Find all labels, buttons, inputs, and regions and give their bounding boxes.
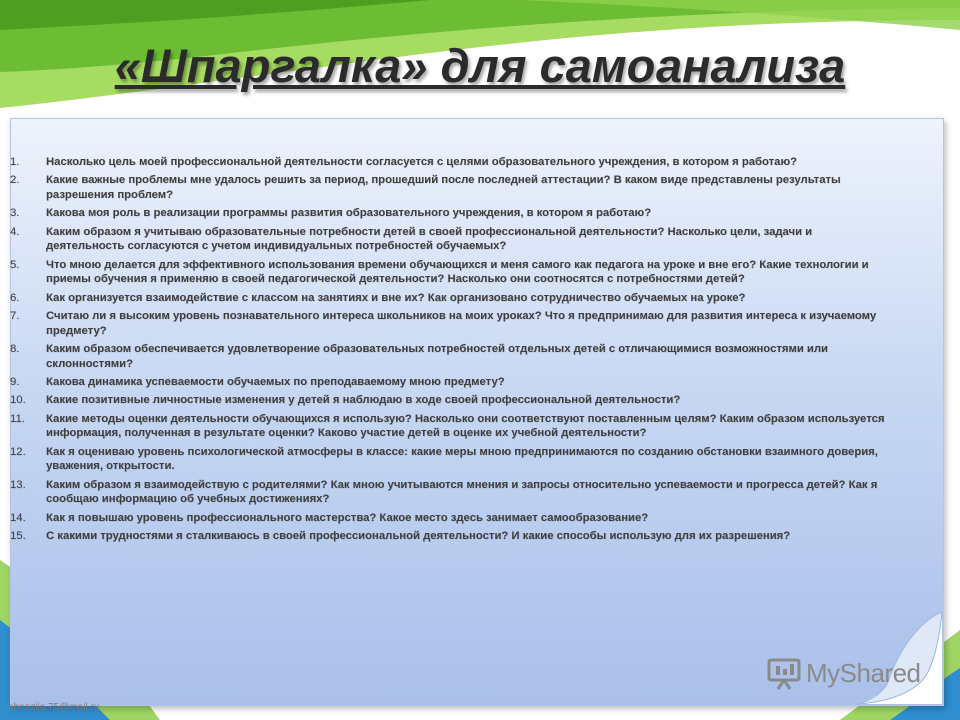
item-number: 14.	[10, 511, 26, 524]
item-text: Считаю ли я высоким уровень познавательного интереса школьников на моих уроках? Что я предпринимаю для развития интереса к изучаемому предмету?	[46, 310, 877, 337]
list-item	[10, 258, 890, 287]
item-text: Как организуется взаимодействие с классом на занятиях и вне их? Как организовано сотрудничество обучаемых на уроке?	[46, 291, 746, 304]
item-text: Какова моя роль в реализации программы развития образовательного учреждения, в котором я работаю?	[46, 207, 652, 220]
item-text: Какие методы оценки деятельности обучающихся я использую? Насколько они соответствуют поставленным целям? Каким образом используется информация, полученная в результате оценки? Каково участие детей в оценке их учебной деятельности?	[46, 412, 885, 440]
item-number: 1.	[10, 156, 20, 168]
presentation-icon	[766, 656, 804, 690]
watermark-logo[interactable]	[766, 656, 921, 690]
item-text: Какие позитивные личностные изменения у детей я наблюдаю в ходе своей профессиональной деятельности?	[46, 394, 681, 407]
author-email: ohnaziia.75@mail.ru	[8, 702, 100, 713]
item-text: Каким образом я учитываю образовательные потребности детей в своей профессиональной деятельности? Насколько цели, задачи и деятельность согласуются с учетом индивидуальных потребностей обучаемых?	[46, 225, 813, 253]
list-item	[10, 155, 890, 170]
item-number: 6.	[10, 291, 20, 304]
list-item	[10, 529, 890, 544]
item-number: 15.	[10, 530, 26, 543]
slide-title: «Шпаргалка» для самоанализа	[114, 39, 846, 92]
item-text: Каким образом обеспечивается удовлетворение образовательных потребностей отдельных детей с отличающимися возможностями или склонностями?	[46, 343, 828, 370]
item-text: Какие важные проблемы мне удалось решить за период, прошедший после последней аттестации? В каком виде представлены результаты разрешения проблем?	[46, 174, 841, 201]
list-item	[10, 173, 890, 202]
item-number: 2.	[10, 174, 20, 187]
list-item	[10, 291, 890, 306]
item-number: 5.	[10, 258, 20, 271]
item-text: Какова динамика успеваемости обучаемых по преподаваемому мною предмету?	[46, 376, 505, 389]
item-number: 3.	[10, 207, 20, 220]
item-text: С какими трудностями я сталкиваюсь в своей профессиональной деятельности? И какие способы использую для их разрешения?	[46, 530, 791, 543]
item-number: 10.	[10, 394, 26, 407]
item-text: Что мною делается для эффективного использования времени обучающихся и меня самого как педагога на уроке и вне его? Какие технологии и приемы обучения я применяю в своей педагогической деятельности? Насколько они соотносятся с потребностями детей?	[46, 258, 869, 286]
questions-list	[10, 155, 890, 548]
list-item	[10, 206, 890, 221]
list-item	[10, 511, 890, 526]
item-number: 7.	[10, 310, 20, 323]
item-number: 12.	[10, 445, 26, 458]
item-text: Каким образом я взаимодействую с родителями? Как мною учитываются мнения и запросы относительно успеваемости и прогресса детей? Как я сообщаю информацию об учебных достижениях?	[46, 478, 878, 506]
list-item	[10, 375, 890, 390]
item-text: Насколько цель моей профессиональной деятельности согласуется с целями образовательного учреждения, в котором я работаю?	[46, 156, 797, 168]
list-item	[10, 342, 890, 371]
item-text: Как я оцениваю уровень психологической атмосферы в классе: какие меры мною предпринимаются по созданию обстановки взаимного доверия, уважения, открытости.	[46, 445, 878, 473]
watermark-text: MyShared	[806, 657, 921, 688]
list-item	[10, 393, 890, 408]
list-item	[10, 309, 890, 338]
list-item	[10, 445, 890, 474]
item-text: Как я повышаю уровень профессионального мастерства? Какое место здесь занимает самообразование?	[46, 511, 649, 524]
item-number: 9.	[10, 376, 20, 389]
item-number: 13.	[10, 478, 26, 491]
list-item	[10, 225, 890, 254]
list-item	[10, 478, 890, 507]
item-number: 8.	[10, 343, 20, 356]
item-number: 4.	[10, 225, 20, 238]
item-number: 11.	[10, 412, 25, 425]
list-item	[10, 412, 890, 441]
